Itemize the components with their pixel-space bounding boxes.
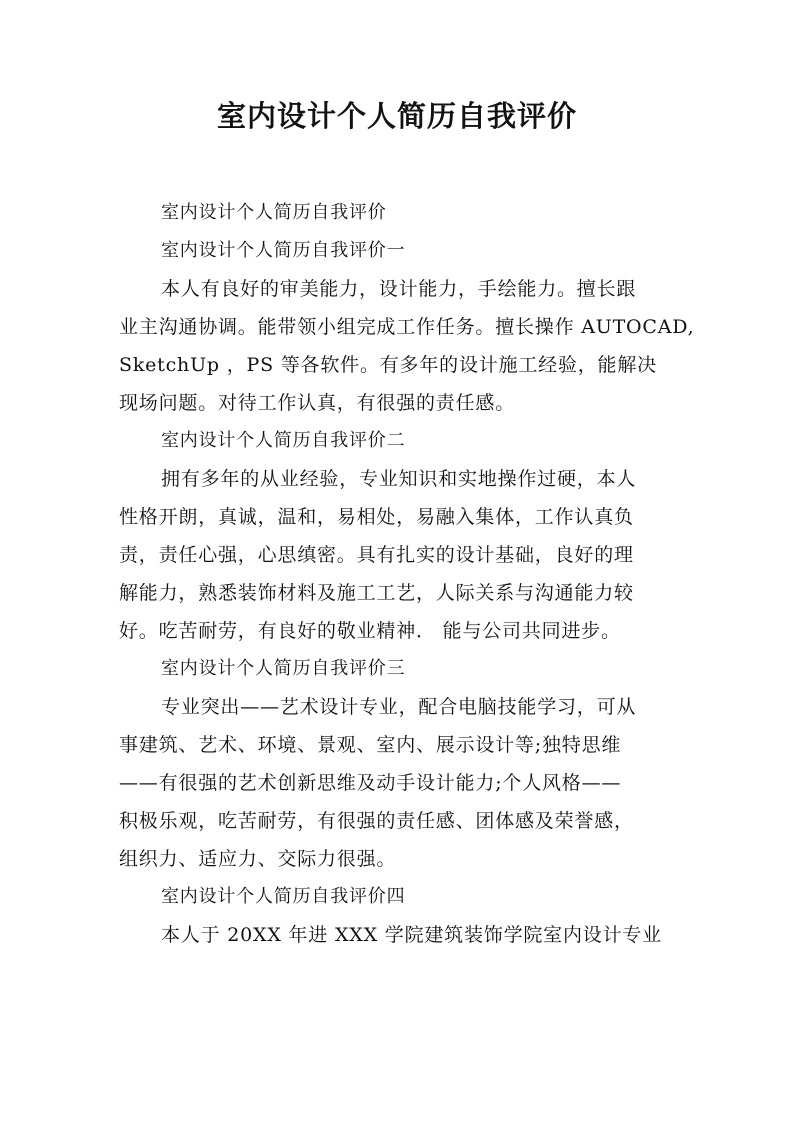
document-title: 室内设计个人简历自我评价 — [216, 99, 577, 133]
section-heading-2: 室内设计个人简历自我评价二 — [161, 430, 406, 451]
paragraph-line: 积极乐观，吃苦耐劳，有很强的责任感、团体感及荣誉感， — [119, 810, 634, 832]
paragraph-line: 解能力，熟悉装饰材料及施工工艺，人际关系与沟通能力较 — [119, 582, 634, 604]
paragraph-line: 责，责任心强，心思缜密。具有扎实的设计基础，良好的理 — [119, 544, 634, 566]
paragraph-line: 好。吃苦耐劳，有良好的敬业精神． 能与公司共同进步。 — [119, 620, 621, 642]
paragraph-line: 组织力、适应力、交际力很强。 — [119, 848, 397, 870]
section-heading-4: 室内设计个人简历自我评价四 — [161, 886, 406, 907]
section-heading-3: 室内设计个人简历自我评价三 — [161, 658, 406, 679]
section-heading-1: 室内设计个人简历自我评价一 — [161, 240, 406, 261]
document-body — [119, 194, 695, 954]
paragraph-line: 本人有良好的审美能力，设计能力，手绘能力。擅长跟 — [161, 278, 637, 300]
section-heading: 室内设计个人简历自我评价 — [161, 202, 387, 223]
paragraph-line: 本人于 20XX 年进 XXX 学院建筑装饰学院室内设计专业 — [161, 924, 662, 946]
paragraph-line: 现场问题。对待工作认真，有很强的责任感。 — [119, 392, 516, 414]
paragraph-line: 性格开朗，真诚，温和，易相处，易融入集体，工作认真负 — [119, 506, 634, 528]
paragraph-line: 拥有多年的从业经验，专业知识和实地操作过硬，本人 — [161, 468, 637, 490]
paragraph-line: SketchUp ，PS 等各软件。有多年的设计施工经验，能解决 — [119, 354, 657, 376]
paragraph-line: ——有很强的艺术创新思维及动手设计能力;个人风格—— — [119, 772, 622, 794]
paragraph-line: 专业突出——艺术设计专业，配合电脑技能学习，可从 — [161, 696, 637, 718]
paragraph-line: 事建筑、艺术、环境、景观、室内、展示设计等;独特思维 — [119, 734, 622, 756]
paragraph-line: 业主沟通协调。能带领小组完成工作任务。擅长操作 AUTOCAD, — [119, 316, 695, 338]
